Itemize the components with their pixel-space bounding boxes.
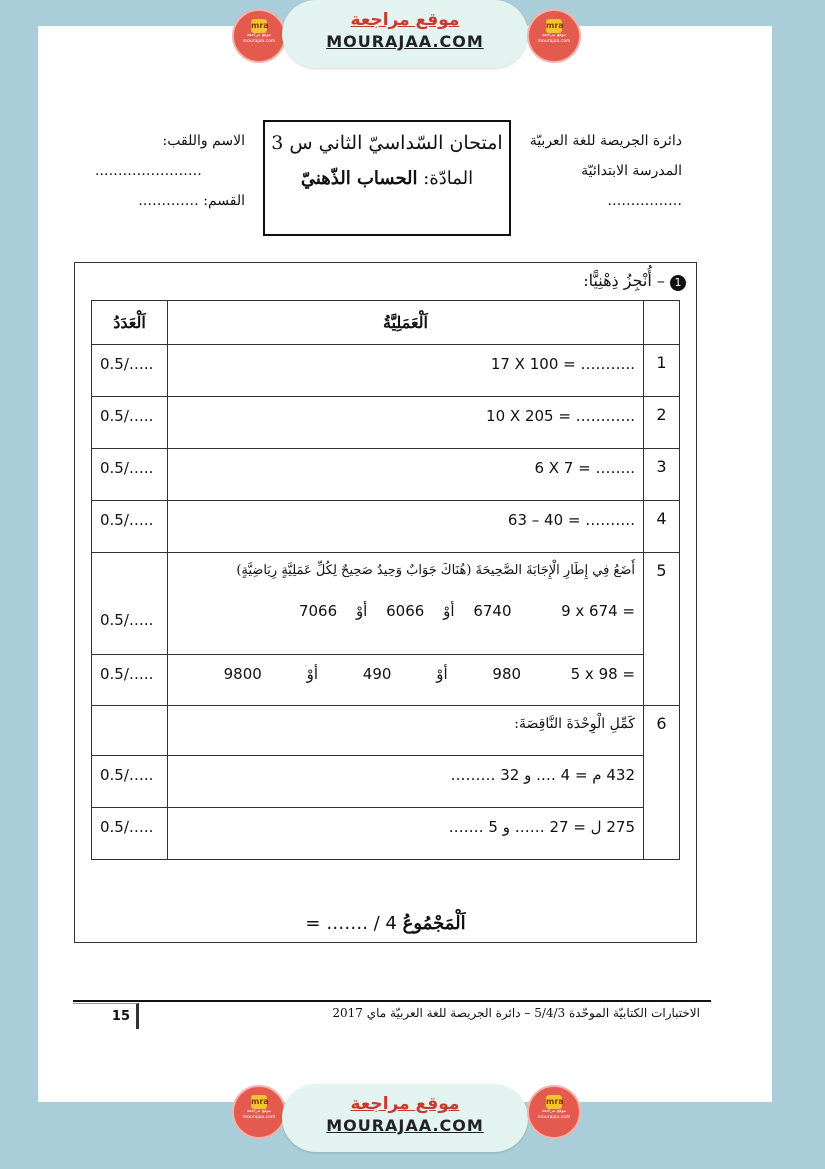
table-row: 3 6 X 7 = …….. 0.5/….. xyxy=(92,449,680,501)
site-banner-top[interactable] xyxy=(282,0,528,68)
option-box[interactable]: 6066 xyxy=(386,602,425,620)
exam-title: امتحان السّداسيّ الثاني س 3 xyxy=(271,132,503,154)
site-name-arabic[interactable]: موقع مراجعة xyxy=(350,10,460,30)
table-header xyxy=(92,301,680,345)
page-number: 15 xyxy=(73,1003,139,1029)
table-row: 2 10 X 205 = …….….. 0.5/….. xyxy=(92,397,680,449)
footer-text: الاختبارات الكتابيّة الموحّدة 5/4/3 – دائرة الجريصة للغة العربيّة ماي 2017 xyxy=(332,1006,700,1020)
total-score: اَلْمَجْمُوعُ = ……. / 4 xyxy=(305,913,466,934)
table-row: 1 17 X 100 = ……….. 0.5/….. xyxy=(92,345,680,397)
operations-table xyxy=(91,300,680,860)
option-box[interactable]: 9800 xyxy=(223,665,262,683)
row5-instruction: أَضَعُ فِي إِطَارِ الْإِجَابَةَ الصَّحِيحَةَ (هُنَاكَ جَوَابٌ وَحِيدٌ صَحِيحٌ لِكُلِّ عَمَلِيَّةٍ رِيَاضِيَّةٍ) xyxy=(236,563,635,578)
site-logo-left-top: mra موقع مراجعة mourajaa.com xyxy=(232,9,286,63)
row5-choice-b: 5 x 98 = 980 أوْ 490 أوْ 9800 xyxy=(223,665,635,683)
table-row: 275 ل = 27 …… و 5 ……. 0.5/….. xyxy=(92,808,680,860)
site-logo-left-bottom: mra موقع مراجعة mourajaa.com xyxy=(232,1085,286,1139)
school-info: دائرة الجريصة للغة العربيّة المدرسة الابتدائيّة ……………. xyxy=(529,133,682,209)
site-banner-bottom[interactable] xyxy=(282,1084,528,1152)
row6-instruction: كَمِّلِ الْوِحْدَةَ النَّاقِصَةَ: xyxy=(168,706,644,756)
question-title: 1 – أُنْجِزُ ذِهْنِيًّا: xyxy=(583,271,686,291)
site-name-english[interactable]: MOURAJAA.COM xyxy=(326,32,484,51)
table-row: 5 x 98 = 980 أوْ 490 أوْ 9800 0.5/….. xyxy=(92,655,680,706)
site-name-english[interactable]: MOURAJAA.COM xyxy=(326,1116,484,1135)
exam-title-box xyxy=(263,120,511,236)
col-num xyxy=(644,301,680,345)
exercise-frame xyxy=(74,262,697,943)
site-name-arabic[interactable]: موقع مراجعة xyxy=(350,1094,460,1114)
option-box[interactable]: 980 xyxy=(492,665,522,683)
col-score: اَلْعَدَدُ xyxy=(92,301,168,345)
option-box[interactable]: 490 xyxy=(362,665,392,683)
site-logo-right-bottom: mra موقع مراجعة mourajaa.com xyxy=(527,1085,581,1139)
row5-choice-a: 9 x 674 = 6740 أوْ 6066 أوْ 7066 xyxy=(298,602,635,620)
table-row: 4 63 – 40 = ………. 0.5/….. xyxy=(92,501,680,553)
table-row: 5 أَضَعُ فِي إِطَارِ الْإِجَابَةَ الصَّحِيحَةَ (هُنَاكَ جَوَابٌ وَحِيدٌ صَحِيحٌ لِكُلِّ عَمَلِيَّةٍ رِيَاضِيَّةٍ) 9 x 674 = 6740 أوْ 6066 أوْ 7066 0.5/….. xyxy=(92,553,680,655)
col-operation: اَلْعَمَلِيَّةُ xyxy=(168,301,644,345)
table-row: 6 كَمِّلِ الْوِحْدَةَ النَّاقِصَةَ: xyxy=(92,706,680,756)
option-box[interactable]: 6740 xyxy=(473,602,512,620)
site-logo-right-top: mra موقع مراجعة mourajaa.com xyxy=(527,9,581,63)
exam-subject: المادّة: الحساب الذّهنيّ xyxy=(300,168,474,189)
table-row: 432 م = 4 …. و 32 ……… 0.5/….. xyxy=(92,756,680,808)
student-info: الاسم واللقب: ………………….. القسم: …………. xyxy=(95,133,245,209)
option-box[interactable]: 7066 xyxy=(298,602,338,620)
question-number: 1 xyxy=(670,275,686,291)
footer-divider xyxy=(73,1000,711,1002)
